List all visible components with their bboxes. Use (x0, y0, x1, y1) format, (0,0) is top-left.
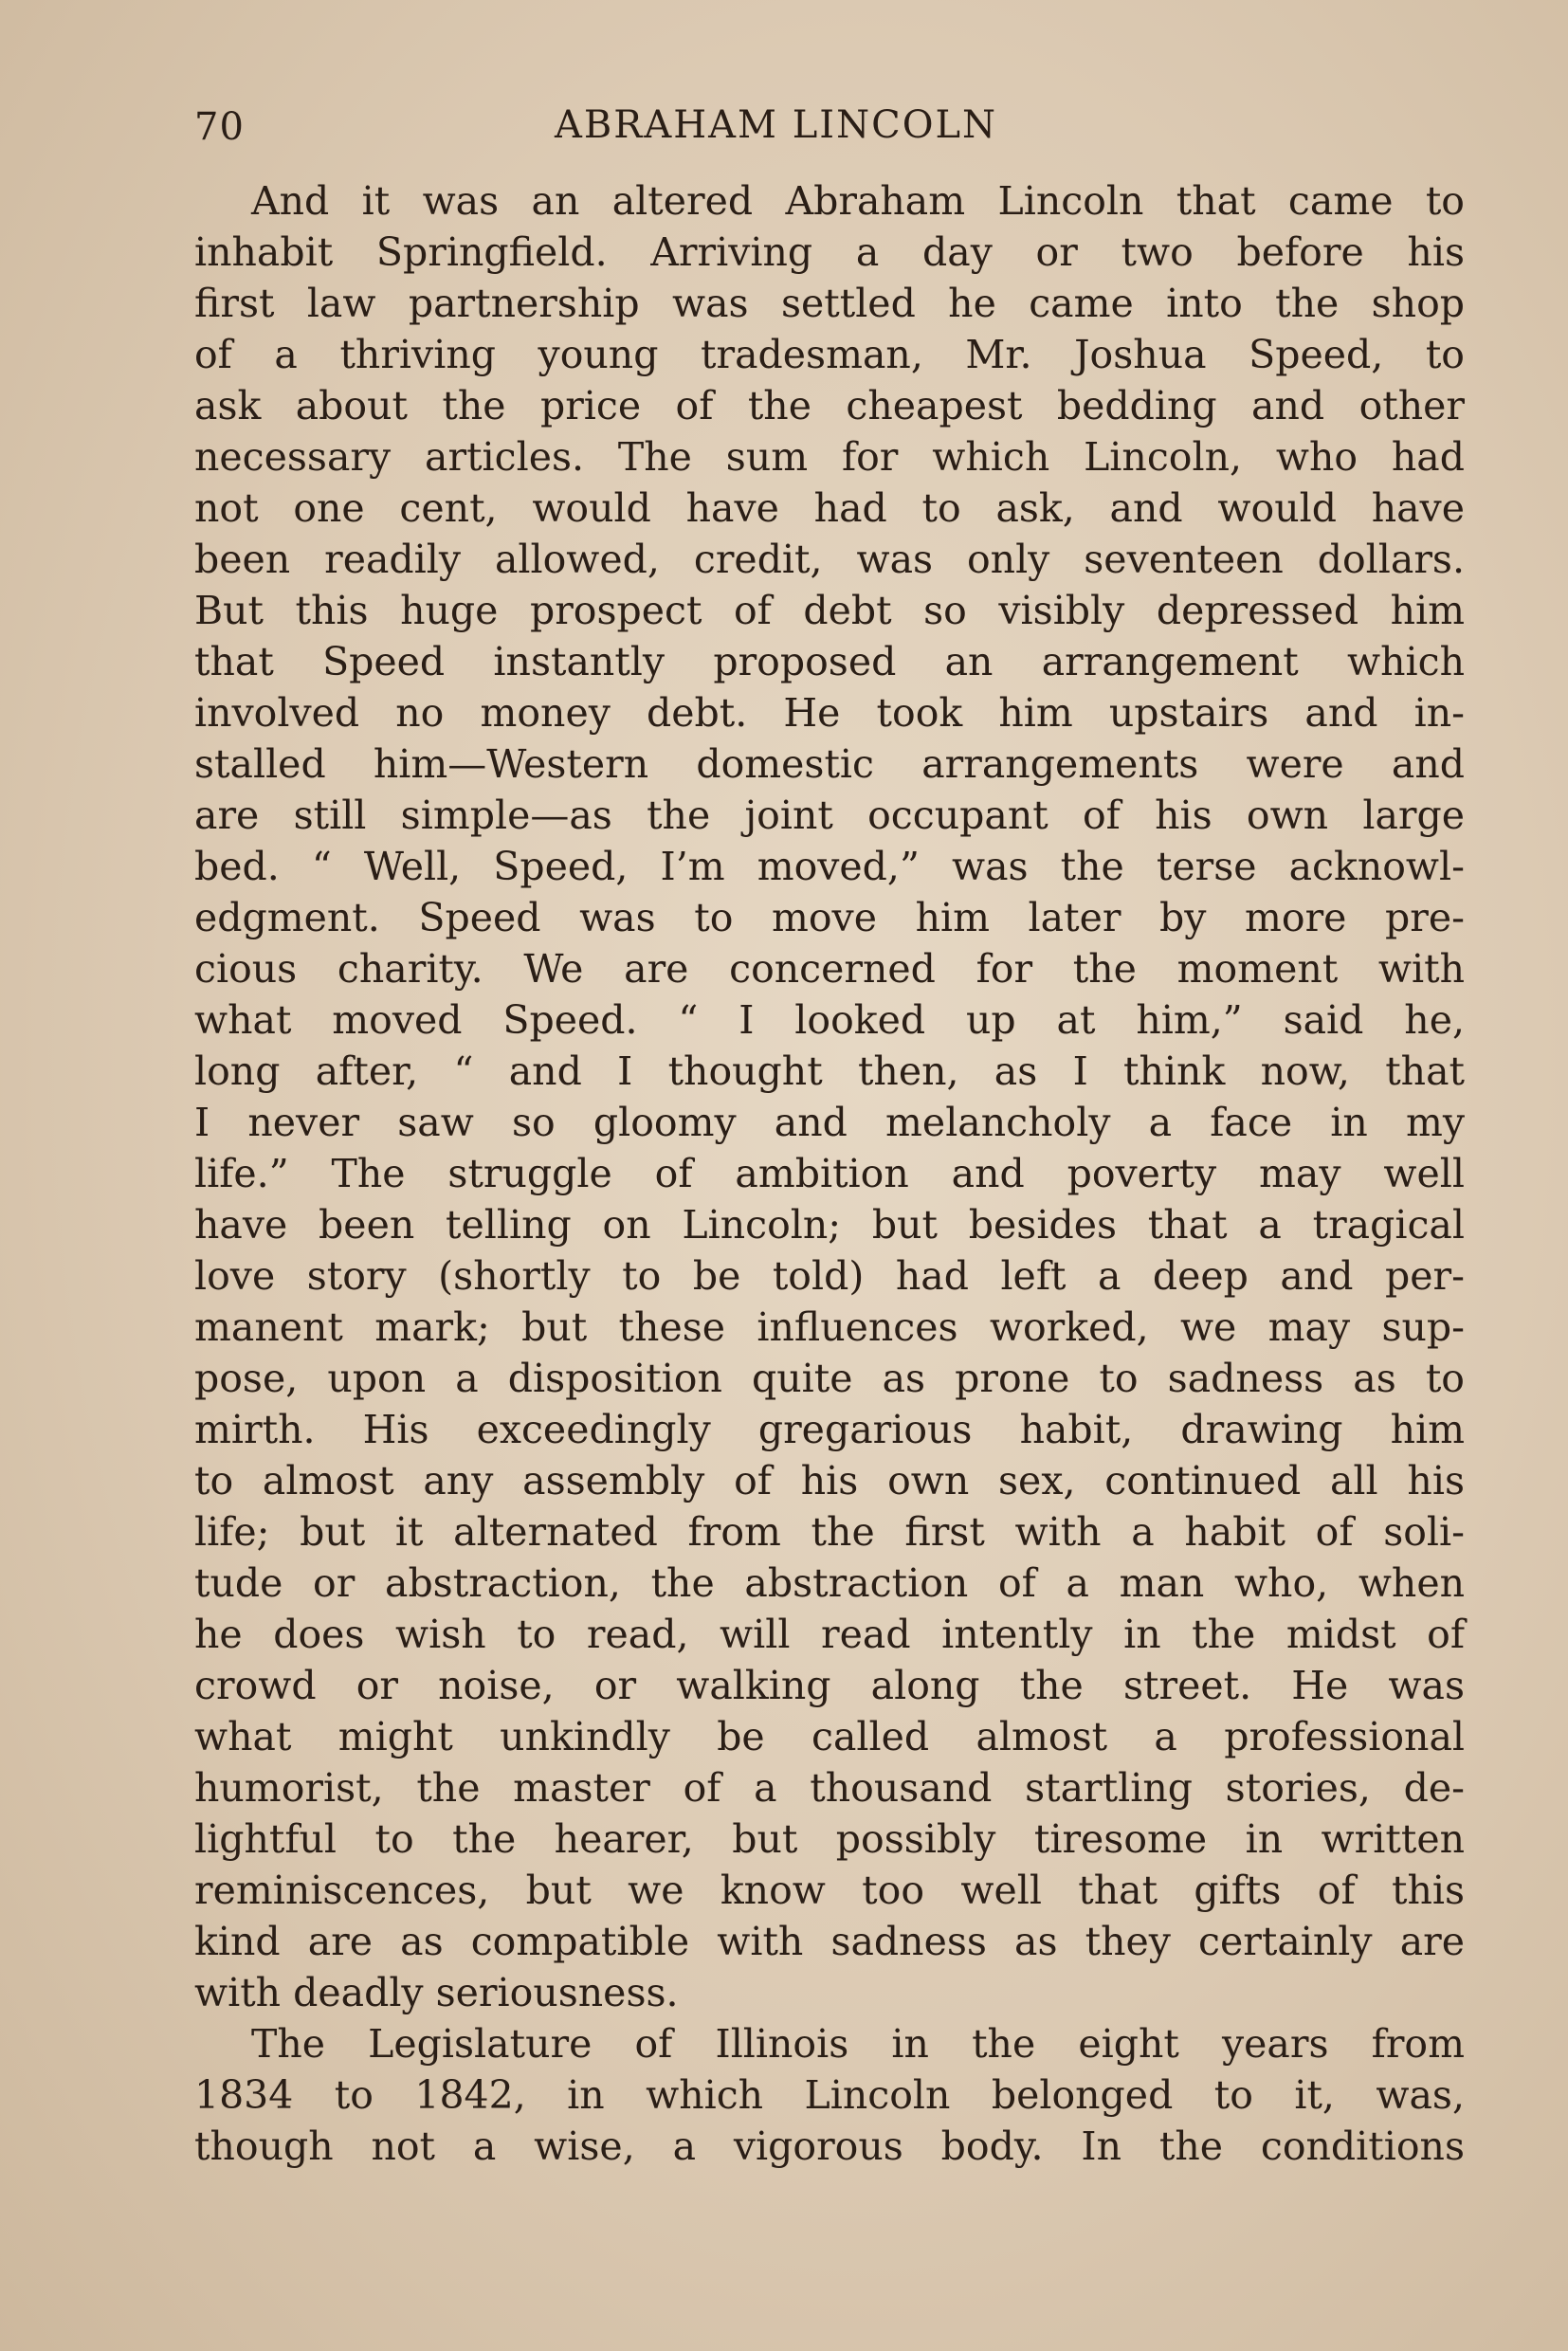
text-line: But this huge prospect of debt so visibly depressed him (194, 588, 1465, 633)
paragraph-container (194, 175, 1465, 2172)
text-line: with deadly seriousness. (194, 1970, 679, 2015)
text-line: are still simple—as the joint occupant of his own large (194, 793, 1465, 838)
text-line: lightful to the hearer, but possibly tiresome in written (194, 1816, 1465, 1862)
text-line: And it was an altered Abraham Lincoln that came to (251, 178, 1465, 224)
text-line: he does wish to read, will read intently in the midst of (194, 1612, 1465, 1657)
paragraph (194, 2018, 1465, 2172)
text-line: humorist, the master of a thousand startling stories, de- (194, 1765, 1465, 1811)
text-line: 1834 to 1842, in which Lincoln belonged to it, was, (194, 2072, 1465, 2118)
text-line: love story (shortly to be told) had left a deep and per- (194, 1253, 1465, 1299)
text-line: bed. “ Well, Speed, I’m moved,” was the terse acknowl- (194, 844, 1465, 889)
text-line: involved no money debt. He took him upstairs and in- (194, 690, 1465, 736)
text-line: The Legislature of Illinois in the eight years from (251, 2021, 1465, 2067)
text-line: what might unkindly be called almost a professional (194, 1714, 1465, 1759)
text-line: of a thriving young tradesman, Mr. Joshua Speed, to (194, 332, 1465, 377)
text-line: crowd or noise, or walking along the street. He was (194, 1663, 1465, 1708)
text-line: stalled him—Western domestic arrangements were and (194, 741, 1465, 787)
text-line: that Speed instantly proposed an arrangement which (194, 639, 1465, 684)
text-line: ask about the price of the cheapest bedding and other (194, 383, 1465, 428)
text-line: edgment. Speed was to move him later by more pre- (194, 895, 1465, 940)
text-line: tude or abstraction, the abstraction of a man who, when (194, 1560, 1465, 1606)
text-line: mirth. His exceedingly gregarious habit, drawing him (194, 1407, 1465, 1452)
text-line: necessary articles. The sum for which Lincoln, who had (194, 434, 1465, 480)
text-line: what moved Speed. “ I looked up at him,” said he, (194, 997, 1465, 1043)
text-line: long after, “ and I thought then, as I think now, that (194, 1048, 1465, 1094)
text-line: not one cent, would have had to ask, and would have (194, 485, 1465, 531)
text-line: pose, upon a disposition quite as prone to sadness as to (194, 1356, 1465, 1401)
body-text (194, 175, 1465, 2172)
text-line: have been telling on Lincoln; but besides that a tragical (194, 1202, 1465, 1248)
running-head: ABRAHAM LINCOLN (555, 103, 998, 147)
text-line: manent mark; but these influences worked, we may sup- (194, 1304, 1465, 1350)
text-line: though not a wise, a vigorous body. In the conditions (194, 2123, 1465, 2169)
text-line: to almost any assembly of his own sex, continued all his (194, 1458, 1465, 1504)
text-line: inhabit Springfield. Arriving a day or two before his (194, 229, 1465, 275)
text-line: been readily allowed, credit, was only seventeen dollars. (194, 537, 1465, 582)
text-line: reminiscences, but we know too well that gifts of this (194, 1868, 1465, 1913)
text-line: I never saw so gloomy and melancholy a face in my (194, 1100, 1465, 1145)
page-number: 70 (194, 105, 245, 149)
text-line: cious charity. We are concerned for the moment with (194, 946, 1465, 992)
text-line: kind are as compatible with sadness as they certainly are (194, 1919, 1465, 1964)
text-line: life.” The struggle of ambition and poverty may well (194, 1151, 1465, 1196)
text-line: life; but it alternated from the first with a habit of soli- (194, 1509, 1465, 1555)
text-line: first law partnership was settled he came into the shop (194, 281, 1465, 326)
page-header (194, 95, 1465, 152)
paragraph (194, 175, 1465, 2018)
